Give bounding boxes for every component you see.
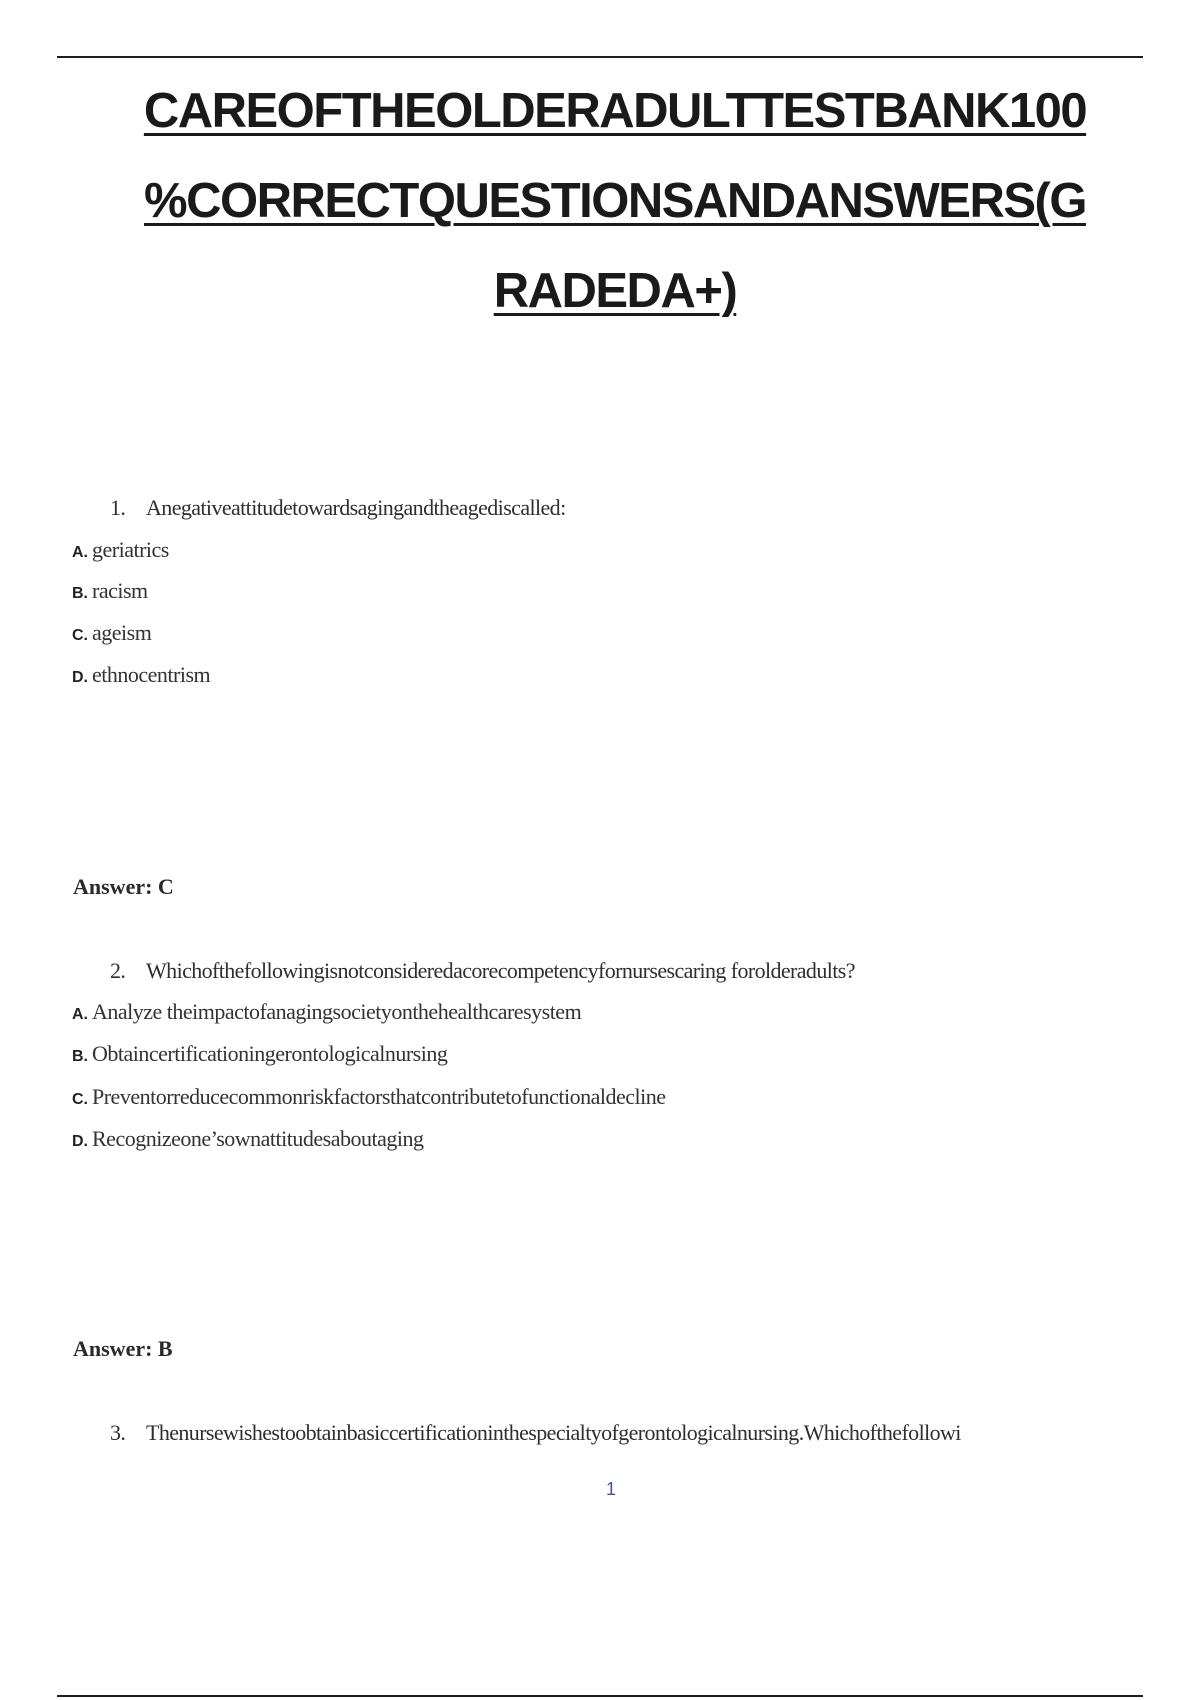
- option-text: ethnocentrism: [92, 662, 211, 687]
- question-2-answer: Answer: B: [73, 1336, 173, 1361]
- title-line-2: %CORRECTQUESTIONSANDANSWERS(G: [144, 174, 1086, 228]
- question-1-option-a: [72, 537, 169, 563]
- option-letter: C.: [72, 1091, 88, 1108]
- question-1-option-d: [72, 662, 210, 688]
- option-text: racism: [92, 578, 148, 603]
- question-1-option-b: [72, 578, 148, 604]
- question-1-text: Anegativeattitudetowardsagingandtheagediscalled:: [146, 495, 566, 520]
- option-letter: C.: [72, 627, 88, 644]
- document-title: [70, 66, 1160, 336]
- question-3-stem: [110, 1420, 961, 1446]
- option-letter: B.: [72, 1048, 88, 1065]
- question-1-option-c: [72, 620, 151, 646]
- question-2-stem: [110, 958, 855, 984]
- option-text: Obtaincertificationingerontologicalnursing: [92, 1041, 448, 1066]
- option-letter: B.: [72, 585, 88, 602]
- bottom-rule: [57, 1695, 1143, 1697]
- question-1-stem: [110, 495, 566, 521]
- question-2-option-d: [72, 1126, 423, 1152]
- option-text: Analyze theimpactofanagingsocietyonthehealthcaresystem: [92, 999, 582, 1024]
- top-rule: [57, 56, 1143, 58]
- question-3-number: 3.: [110, 1420, 126, 1445]
- option-text: ageism: [92, 620, 152, 645]
- question-3-text: Thenursewishestoobtainbasiccertificationinthespecialtyofgerontologicalnursing.Whichofthefollowi: [146, 1420, 961, 1445]
- option-text: Recognizeone’sownattitudesaboutaging: [92, 1126, 424, 1151]
- title-line-3: RADEDA+): [493, 264, 737, 318]
- option-text: Preventorreducecommonriskfactorsthatcontributetofunctionaldecline: [92, 1084, 666, 1109]
- title-line-1: CAREOFTHEOLDERADULTTESTBANK100: [143, 84, 1087, 138]
- question-2-option-b: [72, 1041, 447, 1067]
- question-1-number: 1.: [110, 495, 126, 520]
- option-letter: D.: [72, 669, 88, 686]
- question-2-option-a: [72, 999, 581, 1025]
- option-letter: A.: [72, 1006, 88, 1023]
- question-1-answer: Answer: C: [73, 874, 174, 899]
- question-2-option-c: [72, 1084, 666, 1110]
- page-number: 1: [605, 1479, 616, 1499]
- option-letter: D.: [72, 1133, 88, 1150]
- option-letter: A.: [72, 544, 88, 561]
- question-2-text: Whichofthefollowingisnotconsideredacorecompetencyfornursescaring forolderadults?: [146, 958, 855, 983]
- question-2-number: 2.: [110, 958, 126, 983]
- option-text: geriatrics: [92, 537, 169, 562]
